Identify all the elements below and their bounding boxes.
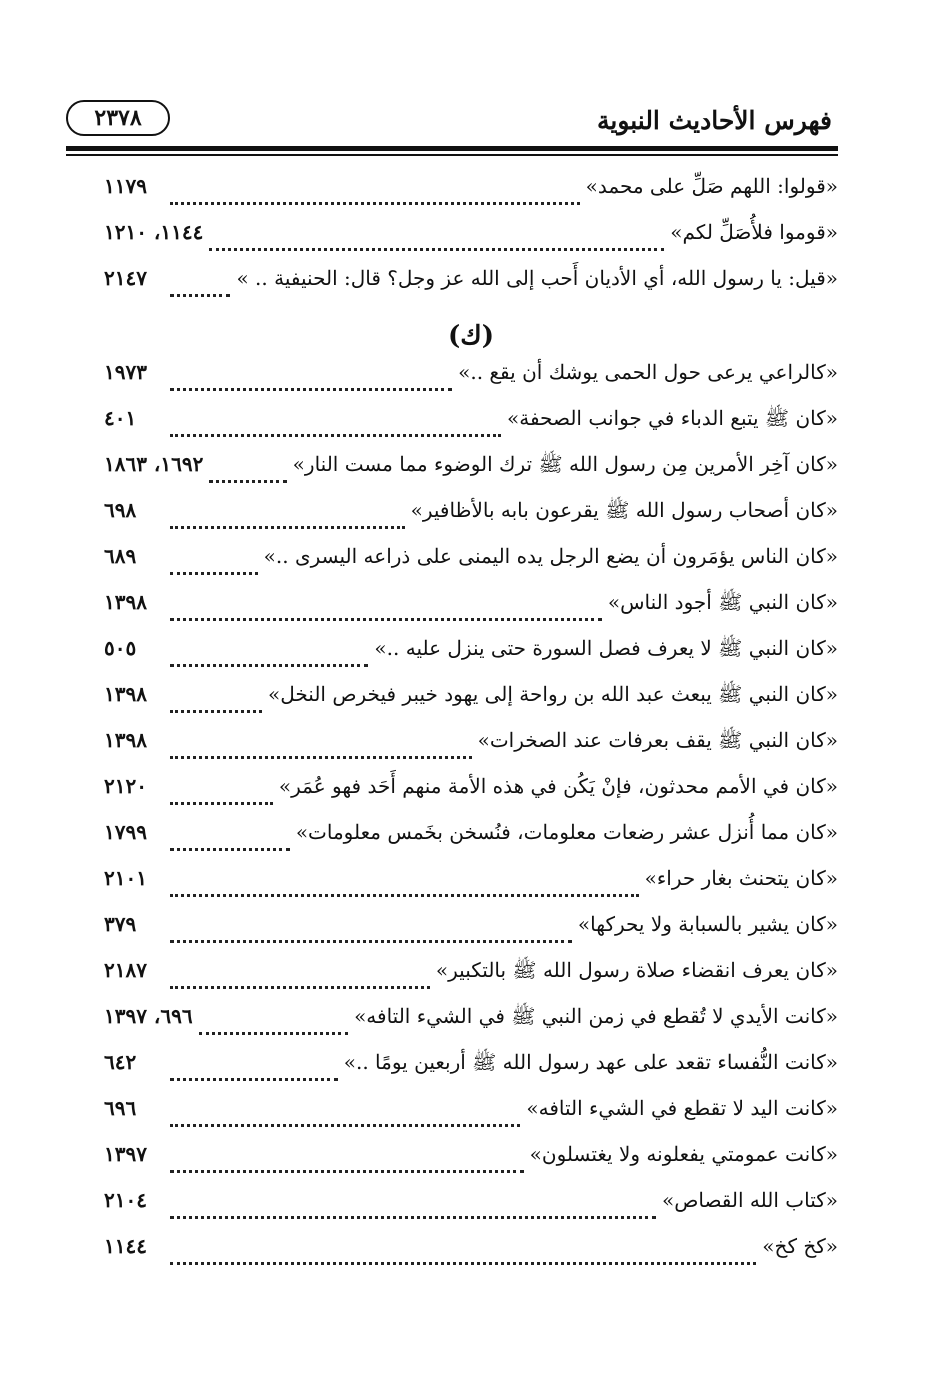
index-entry <box>104 682 838 728</box>
dot-leader <box>170 802 273 805</box>
dot-leader <box>170 202 580 205</box>
hadith-text: «كانت عمومتي يفعلونه ولا يغتسلون» <box>529 1142 838 1166</box>
page-number-badge: ٢٣٧٨ <box>66 100 170 136</box>
index-entry <box>104 636 838 682</box>
index-page <box>66 0 838 1384</box>
hadith-text: «كان في الأمم محدثون، فإنْ يَكُن في هذه الأمة منهم أَحَد فهو عُمَر» <box>278 774 838 798</box>
hadith-reference: ١٩٧٣ <box>104 360 147 384</box>
index-entry <box>104 728 838 774</box>
index-entry <box>104 498 838 544</box>
dot-leader <box>170 756 472 759</box>
hadith-text: «كان يتحنث بغار حراء» <box>644 866 838 890</box>
index-entry <box>104 360 838 406</box>
hadith-text: «كان أصحاب رسول الله ﷺ يقرعون بابه بالأظافير» <box>410 498 838 522</box>
dot-leader <box>170 434 501 437</box>
hadith-reference: ٢١٠٤ <box>104 1188 147 1212</box>
index-entry <box>104 1234 838 1280</box>
dot-leader <box>170 894 639 897</box>
index-entry <box>104 1050 838 1096</box>
dot-leader <box>170 1262 756 1265</box>
hadith-text: «كان النبي ﷺ أجود الناس» <box>607 590 838 614</box>
hadith-reference: ٢١٠١ <box>104 866 147 890</box>
hadith-text: «كان ﷺ يتبع الدباء في جوانب الصحفة» <box>506 406 838 430</box>
hadith-reference: ١١٤٤، ١٢١٠ <box>104 220 204 244</box>
dot-leader <box>170 1078 338 1081</box>
hadith-reference: ٦٤٢ <box>104 1050 137 1074</box>
hadith-reference: ١٣٩٨ <box>104 682 147 706</box>
dot-leader <box>170 710 262 713</box>
hadith-reference: ١٧٩٩ <box>104 820 147 844</box>
hadith-reference: ١٣٩٨ <box>104 728 147 752</box>
hadith-reference: ٥٠٥ <box>104 636 137 660</box>
dot-leader <box>170 1124 520 1127</box>
section-heading-kaf: (ك) <box>447 321 495 351</box>
hadith-reference: ٣٧٩ <box>104 912 137 936</box>
dot-leader <box>170 388 452 391</box>
hadith-reference: ١١٤٤ <box>104 1234 147 1258</box>
header-rule-thin <box>66 154 838 156</box>
header-rule-thick <box>66 146 838 151</box>
hadith-text: «كالراعي يرعى حول الحمى يوشك أن يقع ..» <box>458 360 838 384</box>
hadith-reference: ٤٠١ <box>104 406 137 430</box>
hadith-reference: ٦٩٦، ١٣٩٧ <box>104 1004 193 1028</box>
page-header <box>66 100 838 144</box>
dot-leader <box>170 1170 524 1173</box>
hadith-reference: ٦٩٨ <box>104 498 137 522</box>
index-entry <box>104 174 838 220</box>
dot-leader <box>170 940 572 943</box>
index-entry <box>104 406 838 452</box>
hadith-text: «كان النبي ﷺ لا يعرف فصل السورة حتى ينزل عليه ..» <box>374 636 838 660</box>
hadith-text: «كانت اليد لا تقطع في الشيء التافه» <box>526 1096 838 1120</box>
index-entry <box>104 1142 838 1188</box>
hadith-reference: ٦٩٦ <box>104 1096 137 1120</box>
index-entry <box>104 220 838 266</box>
index-entry <box>104 1096 838 1142</box>
hadith-reference: ١١٧٩ <box>104 174 147 198</box>
index-entry <box>104 912 838 958</box>
hadith-text: «كان آخِر الأمرين مِن رسول الله ﷺ ترك الوضوء مما مست النار» <box>292 452 838 476</box>
hadith-reference: ١٣٩٧ <box>104 1142 147 1166</box>
index-entry <box>104 1188 838 1234</box>
dot-leader <box>170 848 290 851</box>
hadith-index-list <box>104 174 838 1280</box>
hadith-reference: ٢١٢٠ <box>104 774 147 798</box>
dot-leader <box>199 1032 348 1035</box>
dot-leader <box>209 248 664 251</box>
index-entry <box>104 452 838 498</box>
hadith-reference: ١٦٩٢، ١٨٦٣ <box>104 452 204 476</box>
index-entry <box>104 266 838 312</box>
dot-leader <box>170 664 368 667</box>
page-title: فهرس الأحاديث النبوية <box>596 106 832 135</box>
hadith-text: «كان النبي ﷺ يقف بعرفات عند الصخرات» <box>477 728 838 752</box>
dot-leader <box>170 618 602 621</box>
dot-leader <box>170 986 430 989</box>
hadith-text: «كتاب الله القصاص» <box>661 1188 838 1212</box>
hadith-text: «كان مما أُنزل عشر رضعات معلومات، فنُسخن بخَمس معلومات» <box>295 820 838 844</box>
index-entry <box>104 820 838 866</box>
index-entry <box>104 590 838 636</box>
index-entry <box>104 866 838 912</box>
dot-leader <box>170 294 230 297</box>
hadith-text: «كان يشير بالسبابة ولا يحركها» <box>577 912 838 936</box>
dot-leader <box>170 572 258 575</box>
hadith-text: «كان النبي ﷺ يبعث عبد الله بن رواحة إلى يهود خيبر فيخرص النخل» <box>268 682 838 706</box>
hadith-reference: ٦٨٩ <box>104 544 137 568</box>
index-entry <box>104 774 838 820</box>
hadith-text: «كخ كخ» <box>762 1234 838 1258</box>
index-entry <box>104 958 838 1004</box>
dot-leader <box>170 1216 656 1219</box>
hadith-reference: ١٣٩٨ <box>104 590 147 614</box>
index-entry <box>104 544 838 590</box>
hadith-reference: ٢١٨٧ <box>104 958 147 982</box>
hadith-text: «كان الناس يؤمَرون أن يضع الرجل يده اليمنى على ذراعه اليسرى ..» <box>263 544 838 568</box>
hadith-text: «قيل: يا رسول الله، أي الأديان أَحب إلى الله عز وجل؟ قال: الحنيفية .. » <box>236 266 838 290</box>
hadith-text: «كانت الأيدي لا تُقطع في زمن النبي ﷺ في الشيء التافه» <box>354 1004 838 1028</box>
dot-leader <box>209 480 286 483</box>
hadith-text: «كانت النُّفساء تقعد على عهد رسول الله ﷺ أربعين يومًا ..» <box>343 1050 838 1074</box>
hadith-reference: ٢١٤٧ <box>104 266 147 290</box>
dot-leader <box>170 526 405 529</box>
index-entry <box>104 1004 838 1050</box>
hadith-text: «كان يعرف انقضاء صلاة رسول الله ﷺ بالتكبير» <box>435 958 838 982</box>
hadith-text: «قوموا فلأُصَلِّ لكم» <box>670 220 838 244</box>
hadith-text: «قولوا: اللهم صَلِّ على محمد» <box>585 174 838 198</box>
